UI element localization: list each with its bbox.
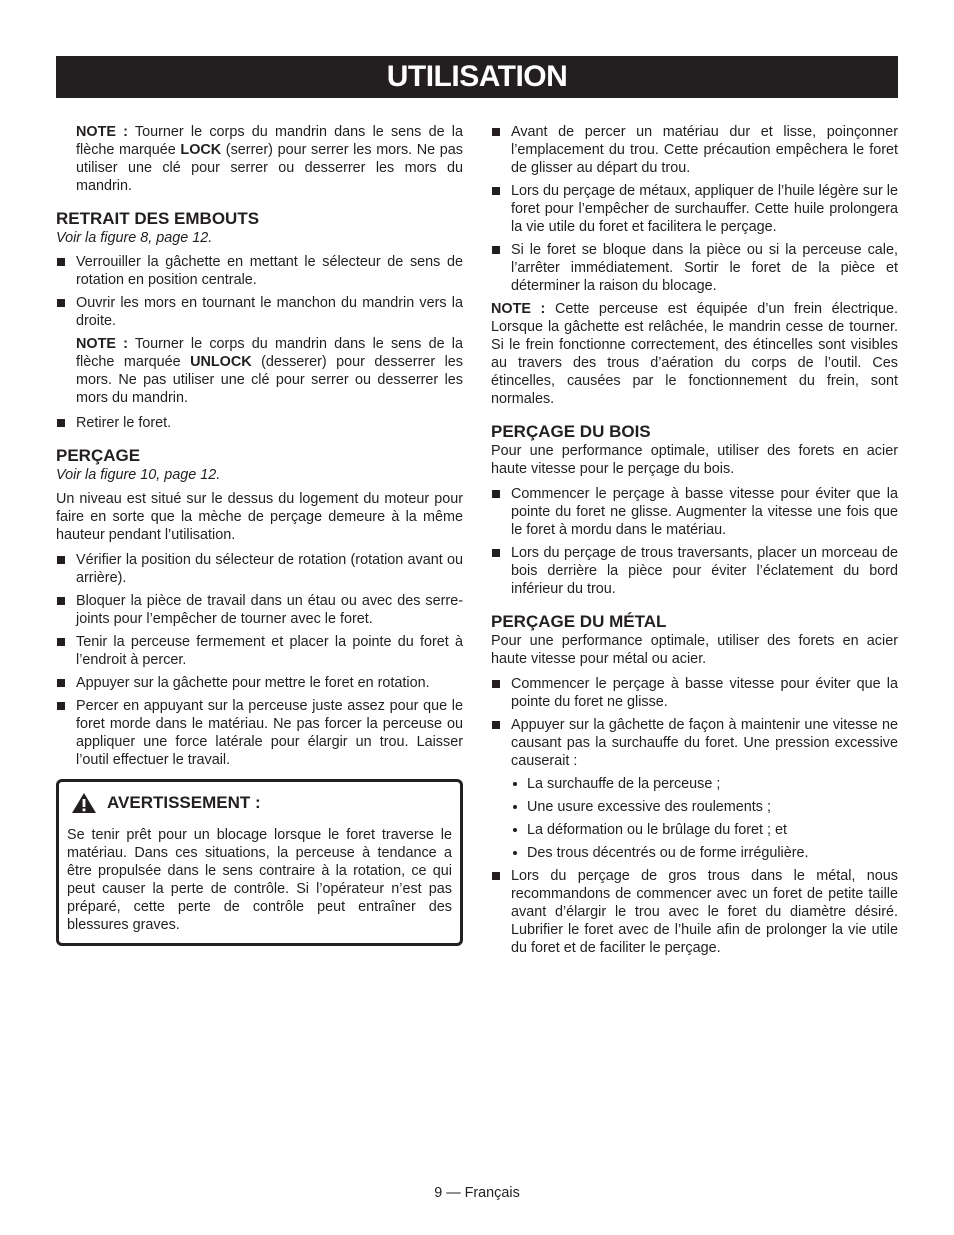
note-brake: NOTE : Cette perceuse est équipée d’un frein électrique. Lorsque la gâchette est relâchée, le mandrin cesse de tourner. Si le frein fonctionne correctement, des étincelles sont visibles au travers des trous d’aération du corps de l’outil. Ces étincelles, causées par le fonctionnement du frein, sont normales. bbox=[491, 301, 899, 407]
percage-list-continued bbox=[491, 123, 898, 295]
list-item: Si le foret se bloque dans la pièce ou si la perceuse cale, l’arrêter immédiatement. Sortir le foret de la pièce et déterminer la raison du blocage. bbox=[491, 241, 898, 295]
sub-list-item: Des trous décentrés ou de forme irrégulière. bbox=[511, 844, 898, 862]
lock-keyword: LOCK bbox=[180, 142, 222, 158]
list-item: Lors du perçage de trous traversants, placer un morceau de bois derrière la pièce pour éviter l’éclatement du bord inférieur du trou. bbox=[491, 544, 898, 598]
warning-header bbox=[71, 792, 452, 814]
list-item: Percer en appuyant sur la perceuse juste assez pour que le foret morde dans le matériau. Ne pas forcer la perceuse ou appliquer une force latérale pour élargir un trou. Laisser l’outil effectuer le travail. bbox=[56, 697, 463, 769]
list-item: Bloquer la pièce de travail dans un étau ou avec des serre-joints pour l’empêcher de tourner avec le foret. bbox=[56, 592, 463, 628]
page-number: 9 — Français bbox=[434, 1185, 520, 1201]
section-title-percage: PERÇAGE bbox=[56, 446, 141, 465]
warning-triangle-icon bbox=[71, 792, 97, 814]
list-item: Avant de percer un matériau dur et lisse, poinçonner l’emplacement du trou. Cette précaution empêchera le foret de glisser au départ du trou. bbox=[491, 123, 898, 177]
list-item: Verrouiller la gâchette en mettant le sélecteur de sens de rotation en position centrale. bbox=[56, 253, 463, 289]
right-column bbox=[491, 123, 898, 962]
list-item: Lors du perçage de métaux, appliquer de l’huile légère sur le foret pour l’empêcher de surchauffer. Cette huile prolongera la vie utile du foret et facilitera le perçage. bbox=[491, 182, 898, 236]
list-item: Tenir la perceuse fermement et placer la pointe du foret à l’endroit à percer. bbox=[56, 633, 463, 669]
percage-list bbox=[56, 551, 463, 769]
list-item: Retirer le foret. bbox=[56, 414, 463, 432]
metal-list-end bbox=[491, 867, 898, 957]
retrait-list bbox=[56, 253, 463, 330]
section-title-bois: PERÇAGE DU BOIS bbox=[491, 422, 651, 441]
sub-list-item: La surchauffe de la perceuse ; bbox=[511, 775, 898, 793]
list-item: Appuyer sur la gâchette de façon à maintenir une vitesse ne causant pas la surchauffe du foret. Une pression excessive causerait : bbox=[491, 716, 898, 770]
list-item: Appuyer sur la gâchette pour mettre le foret en rotation. bbox=[56, 674, 463, 692]
page-footer bbox=[0, 1184, 954, 1202]
left-column bbox=[56, 123, 463, 946]
page-title-banner bbox=[56, 56, 898, 98]
list-item: Vérifier la position du sélecteur de rotation (rotation avant ou arrière). bbox=[56, 551, 463, 587]
unlock-keyword: UNLOCK bbox=[190, 354, 252, 370]
metal-sublist bbox=[511, 775, 898, 862]
bois-list bbox=[491, 485, 898, 598]
note-lock: NOTE : Tourner le corps du mandrin dans le sens de la flèche marquée LOCK (serrer) pour serrer les mors. Ne pas utiliser une clé pour serrer ou desserrer les mors du mandrin. bbox=[76, 124, 463, 194]
metal-intro: Pour une performance optimale, utiliser des forets en acier haute vitesse pour métal ou acier. bbox=[491, 633, 898, 667]
note-label: NOTE : bbox=[76, 336, 128, 352]
sub-list-item: La déformation ou le brûlage du foret ; et bbox=[511, 821, 898, 839]
section-title-metal: PERÇAGE DU MÉTAL bbox=[491, 612, 667, 631]
note-unlock: NOTE : Tourner le corps du mandrin dans le sens de la flèche marquée UNLOCK (desserer) pour desserrer les mors. Ne pas utiliser une clé pour serrer ou desserrer les mors du mandrin. bbox=[76, 336, 463, 406]
retrait-list-end bbox=[56, 414, 463, 432]
list-item: Ouvrir les mors en tournant le manchon du mandrin vers la droite. bbox=[56, 294, 463, 330]
warning-text: Se tenir prêt pour un blocage lorsque le foret traverse le matériau. Dans ces situations, la perceuse à tendance a être propulsée dans le sens contraire à la rotation, ce qui peut causer la perte de contrôle. Si l’opérateur n’est pas préparé, cette perte de contrôle peut entraîner des blessures graves. bbox=[67, 827, 452, 933]
sub-list-item: Une usure excessive des roulements ; bbox=[511, 798, 898, 816]
metal-list bbox=[491, 675, 898, 770]
figure-reference: Voir la figure 8, page 12. bbox=[56, 230, 213, 246]
figure-reference: Voir la figure 10, page 12. bbox=[56, 467, 221, 483]
list-item: Commencer le perçage à basse vitesse pour éviter que la pointe du foret ne glisse. Augmenter la vitesse une fois que le foret à mordu dans le matériau. bbox=[491, 485, 898, 539]
bois-intro: Pour une performance optimale, utiliser des forets en acier haute vitesse pour le perçage du bois. bbox=[491, 443, 898, 477]
list-item: Commencer le perçage à basse vitesse pour éviter que la pointe du foret ne glisse. bbox=[491, 675, 898, 711]
note-label: NOTE : bbox=[76, 124, 128, 140]
note-label: NOTE : bbox=[491, 301, 546, 317]
warning-box bbox=[56, 779, 463, 946]
warning-title: AVERTISSEMENT : bbox=[107, 793, 261, 812]
percage-intro: Un niveau est situé sur le dessus du logement du moteur pour faire en sorte que la mèche de perçage demeure à la même hauteur pendant l’utilisation. bbox=[56, 491, 463, 543]
section-title-retrait: RETRAIT DES EMBOUTS bbox=[56, 209, 260, 228]
list-item: Lors du perçage de gros trous dans le métal, nous recommandons de commencer avec un foret de petite taille avant d’élargir le trou avec le foret du diamètre désiré. Lubrifier le foret avec de l’huile afin de prolonger la vie utile du foret et de faciliter le perçage. bbox=[491, 867, 898, 957]
page-title: UTILISATION bbox=[386, 60, 568, 93]
